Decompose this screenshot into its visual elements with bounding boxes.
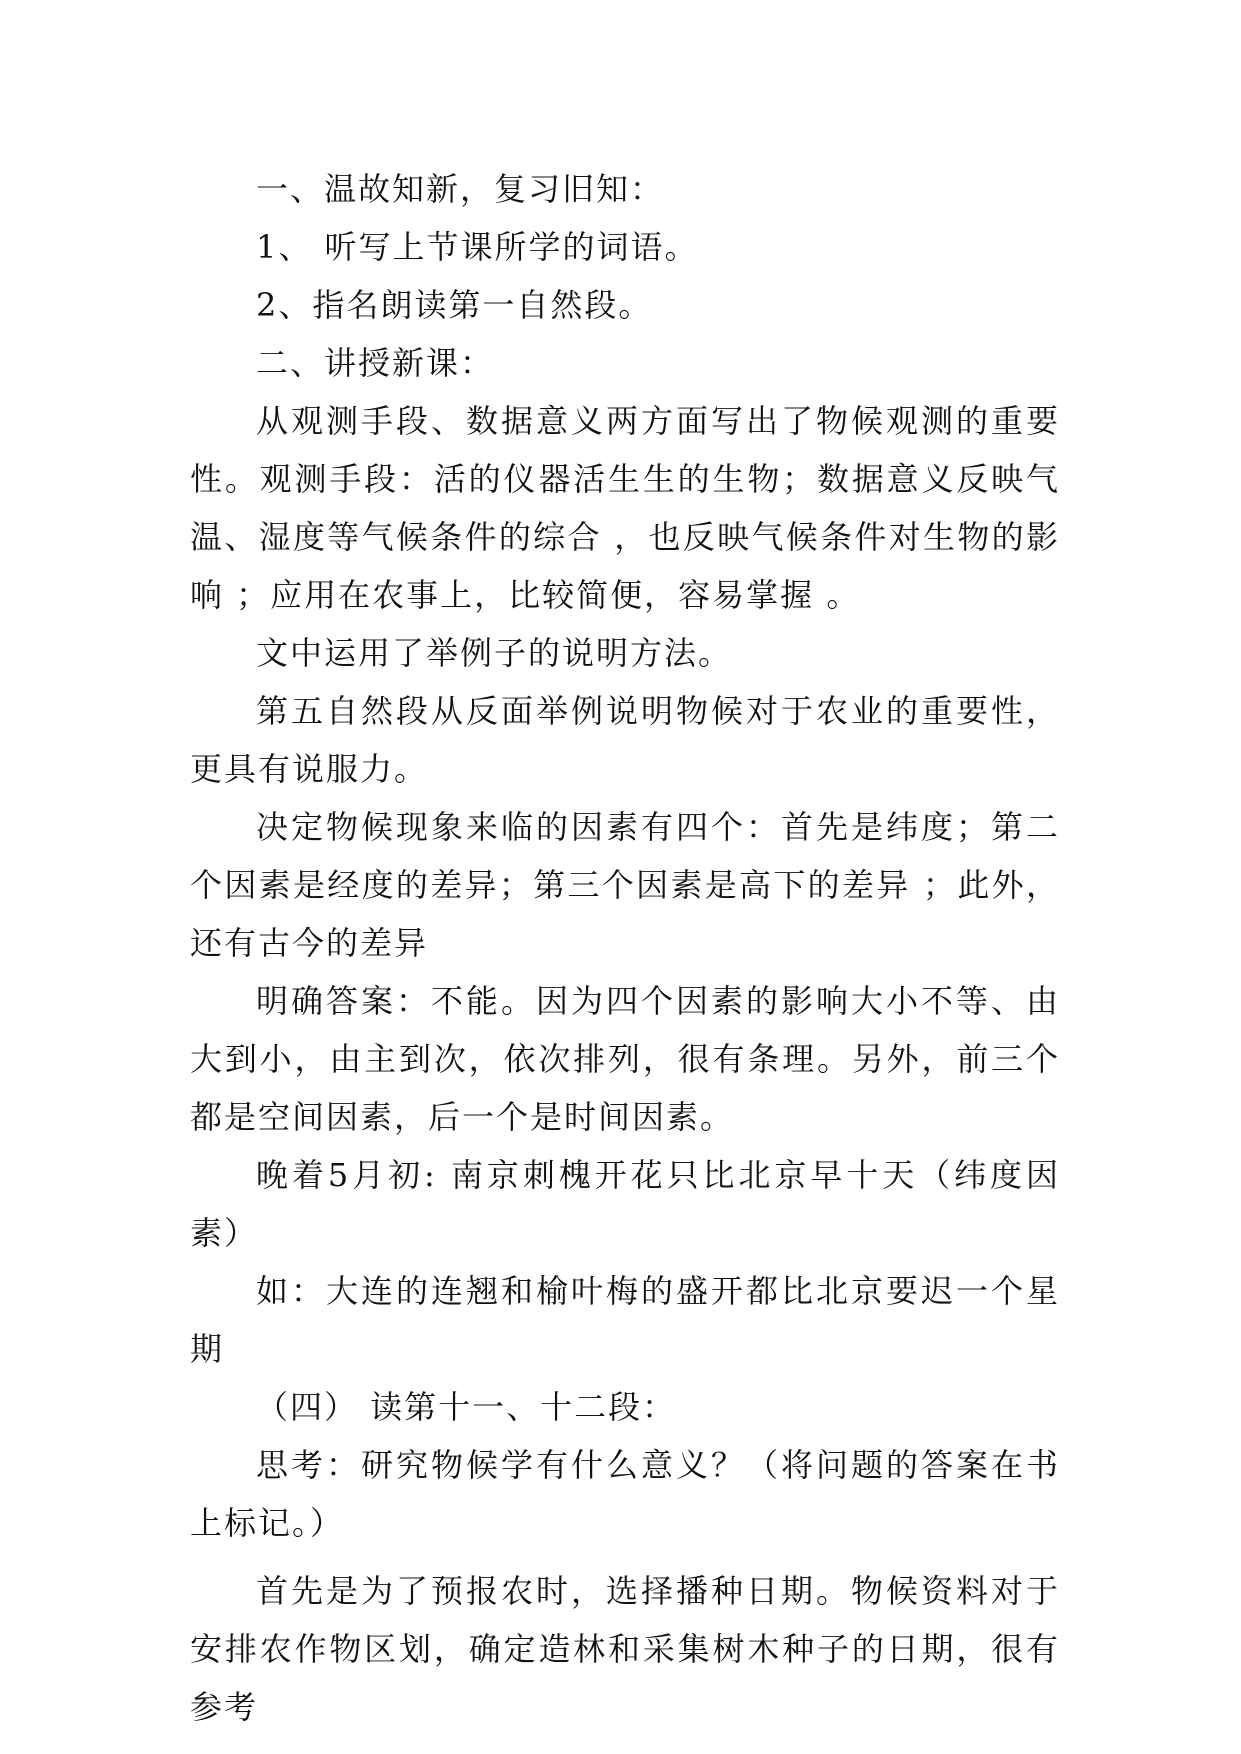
new-lesson-heading: 二、讲授新课： [256, 344, 495, 382]
paragraph-fifth-section: 第五自然段从反面举例说明物候对于农业的重要性，更具有说服力。 [190, 692, 1060, 788]
review-heading: 一、温故知新，复习旧知： [256, 170, 665, 208]
paragraph-dalian-example: 如：大连的连翘和榆叶梅的盛开都比北京要迟一个星期 [190, 1272, 1060, 1368]
review-item-1: 1、 听写上节课所学的词语。 [256, 228, 699, 266]
paragraph-significance: 首先是为了预报农时，选择播种日期。物候资料对于安排农作物区划，确定造林和采集树木种子的日期，很有参考 [190, 1572, 1060, 1726]
paragraph-latitude-example: 晚着5月初: 南京刺槐开花只比北京早十天（纬度因素） [190, 1156, 1060, 1252]
document-page [190, 160, 1060, 1736]
paragraph-four-factors: 决定物候现象来临的因素有四个：首先是纬度；第二个因素是经度的差异；第三个因素是高下的差异 ；此外，还有古今的差异 [190, 808, 1060, 962]
review-item-2: 2、指名朗读第一自然段。 [256, 286, 653, 324]
paragraph-observation-importance: 从观测手段、数据意义两方面写出了物候观测的重要性。观测手段：活的仪器活生生的生物；数据意义反映气温、湿度等气候条件的综合 ，也反映气候条件对生物的影响 ；应用在农事上，比较简便，容易掌握 。 [190, 402, 1060, 614]
paragraph-answer: 明确答案：不能。因为四个因素的影响大小不等、由大到小，由主到次，依次排列，很有条理。另外，前三个都是空间因素，后一个是时间因素。 [190, 982, 1060, 1136]
section-four-heading: （四） 读第十一、十二段： [256, 1388, 677, 1426]
paragraph-think-question: 思考：研究物候学有什么意义？（将问题的答案在书上标记。） [190, 1446, 1060, 1542]
paragraph-example-method: 文中运用了举例子的说明方法。 [256, 634, 733, 672]
